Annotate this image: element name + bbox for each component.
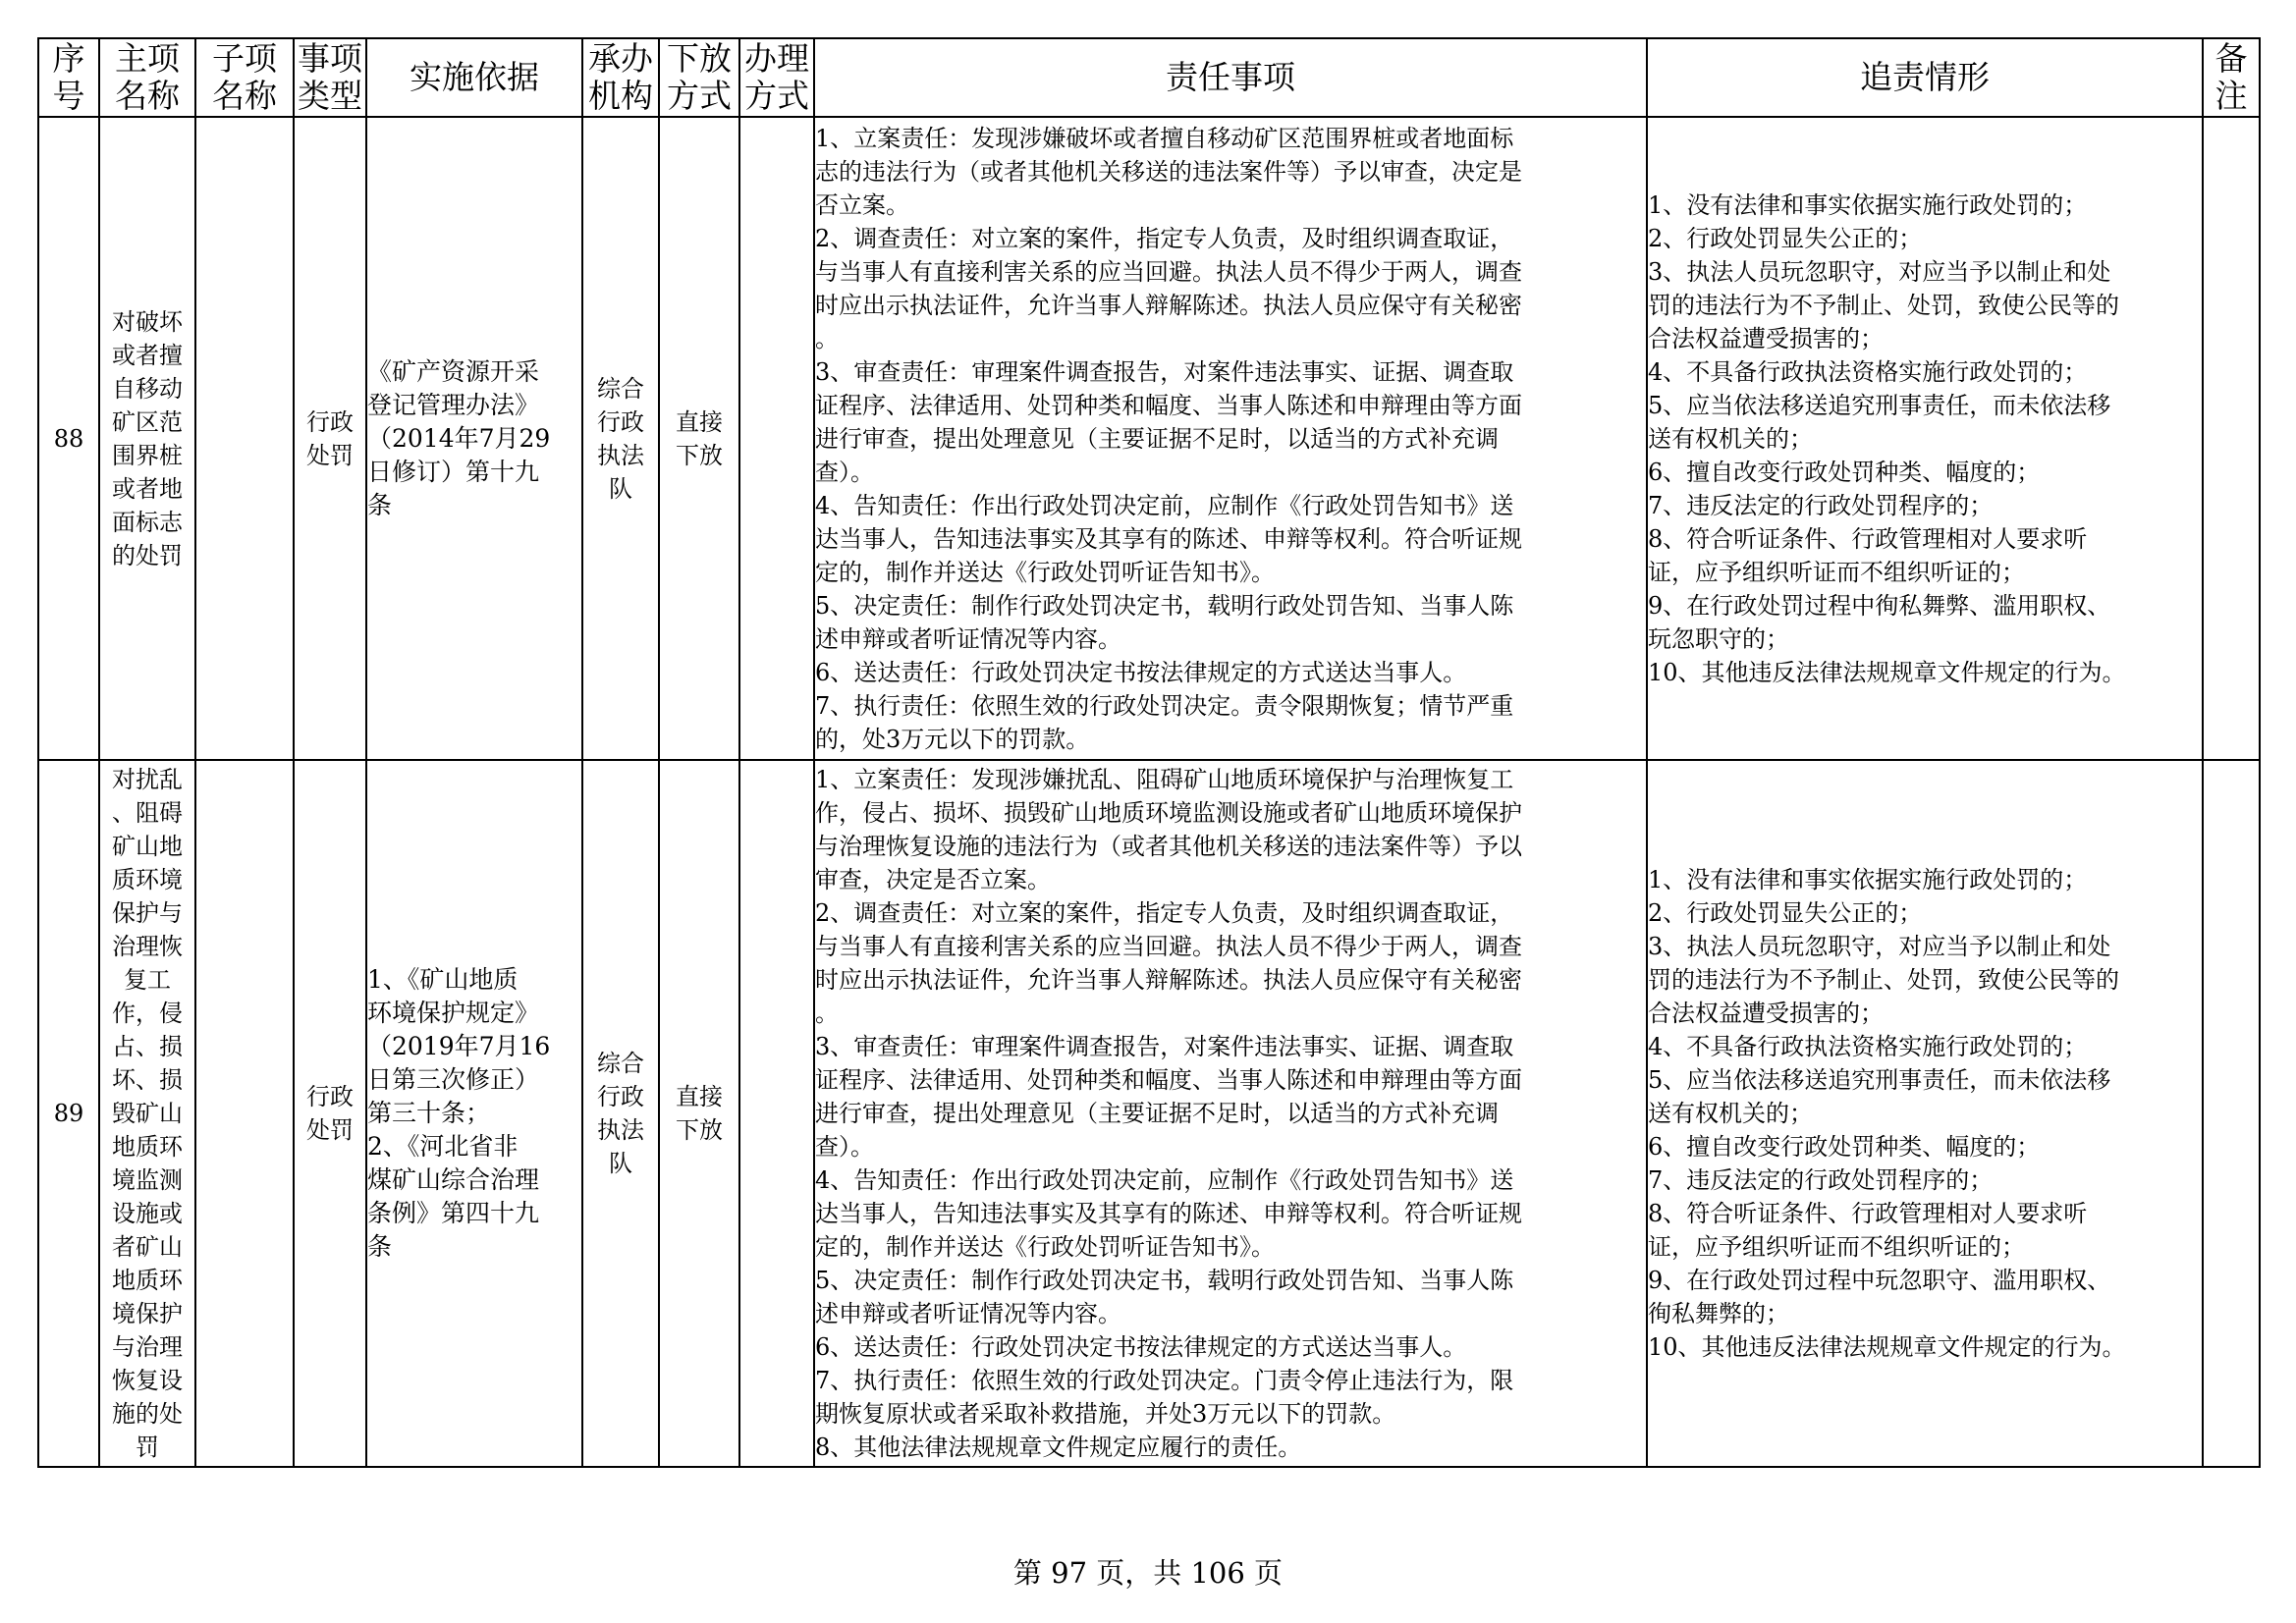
text-line: 下放 [676, 441, 723, 469]
text-line: 者矿山 [112, 1233, 183, 1261]
header-duties: 责任事项 [814, 38, 1647, 117]
text-line: 7、违反法定的行政处罚程序的； [1648, 491, 1994, 519]
text-line: 。 [815, 1000, 839, 1027]
text-line: 地质环 [112, 1267, 183, 1294]
text-line: 直接 [676, 1083, 723, 1110]
row-item-type [294, 117, 366, 760]
text-line: （2019年7月16 [367, 1032, 551, 1060]
text-line: 设施或 [112, 1200, 183, 1227]
text-line: 5、应当依法移送追究刑事责任，而未依法移 [1648, 391, 2111, 419]
text-line: 条 [367, 490, 393, 519]
text-line: 送有权机关的； [1648, 424, 1813, 453]
text-line: 日修订）第十九 [367, 457, 540, 486]
text-line: 。 [815, 324, 839, 352]
text-line: 行政 [597, 1083, 644, 1110]
text-line: 的，处3万元以下的罚款。 [815, 725, 1090, 753]
text-line: 4、告知责任：作出行政处罚决定前，应制作《行政处罚告知书》送 [815, 1166, 1514, 1194]
text-line: 1、立案责任：发现涉嫌扰乱、阻碍矿山地质环境保护与治理恢复工 [815, 766, 1514, 793]
text-line: 达当事人，告知违法事实及其享有的陈述、申辩等权利。符合听证规 [815, 524, 1522, 553]
row-duties [814, 117, 1647, 760]
row-accountability [1647, 760, 2203, 1467]
text-line: 合法权益遭受损害的； [1648, 324, 1884, 352]
text-line: 与当事人有直接利害关系的应当回避。执法人员不得少于两人，调查 [815, 933, 1522, 960]
header-delegation: 下放 方式 [659, 38, 739, 117]
text-line: 条 [367, 1232, 393, 1261]
text-line: 矿区范 [112, 407, 183, 436]
text-line: 下放 [676, 1116, 723, 1144]
text-line: 合法权益遭受损害的； [1648, 1000, 1884, 1027]
text-line: 罚的违法行为不予制止、处罚，致使公民等的 [1648, 966, 2119, 994]
text-line: 环境保护规定》 [367, 999, 540, 1027]
text-line: 期恢复原状或者采取补救措施，并处3万元以下的罚款。 [815, 1400, 1396, 1428]
text-line: 复工 [124, 966, 171, 994]
header-accountability: 追责情形 [1647, 38, 2203, 117]
row-item-type [294, 760, 366, 1467]
row-basis [366, 117, 582, 760]
row-accountability [1647, 117, 2203, 760]
text-line: 登记管理办法》 [367, 390, 540, 419]
text-line: 7、执行责任：依照生效的行政处罚决定。责令限期恢复；情节严重 [815, 691, 1514, 720]
header-org: 承办 机构 [582, 38, 659, 117]
text-line: 审查，决定是否立案。 [815, 866, 1051, 893]
row-org [582, 760, 659, 1467]
text-line: 执法 [597, 1116, 644, 1144]
text-line: 作，侵 [112, 1000, 183, 1027]
text-line: 综合 [597, 1050, 644, 1077]
text-line: 恢复设 [112, 1367, 183, 1394]
text-line: 直接 [676, 407, 723, 436]
text-line: 定的，制作并送达《行政处罚听证告知书》。 [815, 558, 1275, 586]
text-line: 或者擅 [112, 341, 183, 369]
row-sub-item [195, 117, 294, 760]
text-line: 8、其他法律法规规章文件规定应履行的责任。 [815, 1434, 1302, 1461]
text-line: 境保护 [112, 1300, 183, 1327]
text-line: 否立案。 [815, 190, 909, 219]
text-line: 煤矿山综合治理 [367, 1165, 540, 1194]
text-line: 执法 [597, 441, 644, 469]
header-remarks: 备 注 [2203, 38, 2260, 117]
text-line: 述申辩或者听证情况等内容。 [815, 624, 1121, 653]
text-line: 证程序、法律适用、处罚种类和幅度、当事人陈述和申辩理由等方面 [815, 1066, 1522, 1094]
text-line: 处罚 [306, 441, 354, 469]
row-main-item [99, 760, 195, 1467]
text-line: 2、行政处罚显失公正的； [1648, 899, 1923, 927]
text-line: 1、没有法律和事实依据实施行政处罚的； [1648, 190, 2088, 219]
text-line: 地质环 [112, 1133, 183, 1161]
row-duties [814, 760, 1647, 1467]
text-line: 8、符合听证条件、行政管理相对人要求听 [1648, 524, 2088, 553]
text-line: 志的违法行为（或者其他机关移送的违法案件等）予以审查，决定是 [815, 157, 1522, 186]
text-line: 与治理恢复设施的违法行为（或者其他机关移送的违法案件等）予以 [815, 833, 1522, 860]
row-seq: 89 [38, 760, 99, 1467]
row-remarks [2203, 117, 2260, 760]
text-line: 2、行政处罚显失公正的； [1648, 224, 1923, 252]
text-line: 6、送达责任：行政处罚决定书按法律规定的方式送达当事人。 [815, 658, 1467, 686]
text-line: 送有权机关的； [1648, 1100, 1813, 1127]
text-line: 日第三次修正） [367, 1065, 540, 1094]
header-basis: 实施依据 [366, 38, 582, 117]
row-delegation [659, 117, 739, 760]
text-line: 与治理 [112, 1333, 183, 1361]
text-line: 10、其他违反法律法规规章文件规定的行为。 [1648, 1333, 2126, 1361]
text-line: 3、审查责任：审理案件调查报告，对案件违法事实、证据、调查取 [815, 1033, 1514, 1060]
text-line: 3、审查责任：审理案件调查报告，对案件违法事实、证据、调查取 [815, 357, 1514, 386]
text-line: 查）。 [815, 458, 874, 486]
text-line: 玩忽职守的； [1648, 624, 1789, 653]
text-line: 查）。 [815, 1133, 874, 1161]
text-line: 作，侵占、损坏、损毁矿山地质环境监测设施或者矿山地质环境保护 [815, 799, 1522, 827]
text-line: 9、在行政处罚过程中徇私舞弊、滥用职权、 [1648, 591, 2111, 620]
text-line: 条例》第四十九 [367, 1199, 540, 1227]
text-line: 进行审查，提出处理意见（主要证据不足时，以适当的方式补充调 [815, 1100, 1499, 1127]
text-line: 1、没有法律和事实依据实施行政处罚的； [1648, 866, 2088, 893]
text-line: 7、违反法定的行政处罚程序的； [1648, 1166, 1994, 1194]
text-line: 4、告知责任：作出行政处罚决定前，应制作《行政处罚告知书》送 [815, 491, 1514, 519]
row-org [582, 117, 659, 760]
text-line: 第三十条； [367, 1099, 491, 1127]
row-basis [366, 760, 582, 1467]
header-main-item: 主项 名称 [99, 38, 195, 117]
text-line: 行政 [597, 407, 644, 436]
text-line: 处罚 [306, 1116, 354, 1144]
authority-table [37, 37, 2261, 1468]
text-line: 治理恢 [112, 933, 183, 960]
row-handling [739, 117, 814, 760]
text-line: 6、擅自改变行政处罚种类、幅度的； [1648, 1133, 2041, 1161]
text-line: 、阻碍 [112, 799, 183, 827]
text-line: （2014年7月29 [367, 423, 551, 453]
header-item-type: 事项 类型 [294, 38, 366, 117]
text-line: 自移动 [112, 374, 183, 403]
text-line: 1、《矿山地质 [367, 965, 519, 994]
page-footer: 第 97 页，共 106 页 [1012, 1556, 1284, 1590]
text-line: 4、不具备行政执法资格实施行政处罚的； [1648, 357, 2088, 386]
text-line: 坏、损 [112, 1066, 183, 1094]
text-line: 4、不具备行政执法资格实施行政处罚的； [1648, 1033, 2088, 1060]
text-line: 对扰乱 [112, 766, 183, 793]
row-remarks [2203, 760, 2260, 1467]
text-line: 罚的违法行为不予制止、处罚，致使公民等的 [1648, 291, 2119, 319]
text-line: 证，应予组织听证而不组织听证的； [1648, 1233, 2025, 1261]
text-line: 6、擅自改变行政处罚种类、幅度的； [1648, 458, 2041, 486]
text-line: 对破坏 [112, 307, 183, 336]
text-line: 9、在行政处罚过程中玩忽职守、滥用职权、 [1648, 1267, 2111, 1294]
row-sub-item [195, 760, 294, 1467]
text-line: 罚 [136, 1434, 159, 1461]
text-line: 的处罚 [112, 541, 183, 569]
table-row [38, 760, 2260, 1467]
text-line: 进行审查，提出处理意见（主要证据不足时，以适当的方式补充调 [815, 424, 1499, 453]
text-line: 行政 [306, 1083, 354, 1110]
text-line: 7、执行责任：依照生效的行政处罚决定。门责令停止违法行为，限 [815, 1367, 1514, 1394]
text-line: 5、决定责任：制作行政处罚决定书，载明行政处罚告知、当事人陈 [815, 1267, 1514, 1294]
text-line: 占、损 [112, 1033, 183, 1060]
text-line: 述申辩或者听证情况等内容。 [815, 1300, 1121, 1327]
text-line: 5、决定责任：制作行政处罚决定书，载明行政处罚告知、当事人陈 [815, 591, 1514, 620]
text-line: 队 [609, 1150, 632, 1177]
text-line: 围界桩 [112, 441, 183, 469]
header-handling: 办理 方式 [739, 38, 814, 117]
header-row [38, 38, 2260, 117]
text-line: 2、调查责任：对立案的案件，指定专人负责，及时组织调查取证， [815, 224, 1514, 252]
text-line: 5、应当依法移送追究刑事责任，而未依法移 [1648, 1066, 2111, 1094]
table-row [38, 117, 2260, 760]
text-line: 8、符合听证条件、行政管理相对人要求听 [1648, 1200, 2088, 1227]
text-line: 《矿产资源开采 [367, 356, 540, 386]
text-line: 境监测 [112, 1166, 183, 1194]
text-line: 6、送达责任：行政处罚决定书按法律规定的方式送达当事人。 [815, 1333, 1467, 1361]
text-line: 施的处 [112, 1400, 183, 1428]
row-seq: 88 [38, 117, 99, 760]
text-line: 证，应予组织听证而不组织听证的； [1648, 558, 2025, 586]
row-main-item [99, 117, 195, 760]
text-line: 10、其他违反法律法规规章文件规定的行为。 [1648, 658, 2126, 686]
text-line: 时应出示执法证件，允许当事人辩解陈述。执法人员应保守有关秘密 [815, 291, 1522, 319]
text-line: 1、立案责任：发现涉嫌破坏或者擅自移动矿区范围界桩或者地面标 [815, 124, 1514, 152]
text-line: 定的，制作并送达《行政处罚听证告知书》。 [815, 1233, 1275, 1261]
text-line: 徇私舞弊的； [1648, 1300, 1789, 1327]
text-line: 质环境 [112, 866, 183, 893]
text-line: 毁矿山 [112, 1100, 183, 1127]
text-line: 队 [609, 474, 632, 503]
text-line: 保护与 [112, 899, 183, 927]
text-line: 证程序、法律适用、处罚种类和幅度、当事人陈述和申辩理由等方面 [815, 391, 1522, 419]
text-line: 面标志 [112, 508, 183, 536]
header-sub-item: 子项 名称 [195, 38, 294, 117]
header-seq: 序 号 [38, 38, 99, 117]
text-line: 综合 [597, 374, 644, 403]
text-line: 行政 [306, 407, 354, 436]
text-line: 2、《河北省非 [367, 1132, 519, 1161]
text-line: 3、执法人员玩忽职守，对应当予以制止和处 [1648, 257, 2111, 286]
text-line: 达当事人，告知违法事实及其享有的陈述、申辩等权利。符合听证规 [815, 1200, 1522, 1227]
text-line: 时应出示执法证件，允许当事人辩解陈述。执法人员应保守有关秘密 [815, 966, 1522, 994]
row-handling [739, 760, 814, 1467]
text-line: 矿山地 [112, 833, 183, 860]
text-line: 2、调查责任：对立案的案件，指定专人负责，及时组织调查取证， [815, 899, 1514, 927]
row-delegation [659, 760, 739, 1467]
text-line: 或者地 [112, 474, 183, 503]
text-line: 3、执法人员玩忽职守，对应当予以制止和处 [1648, 933, 2111, 960]
text-line: 与当事人有直接利害关系的应当回避。执法人员不得少于两人，调查 [815, 257, 1522, 286]
